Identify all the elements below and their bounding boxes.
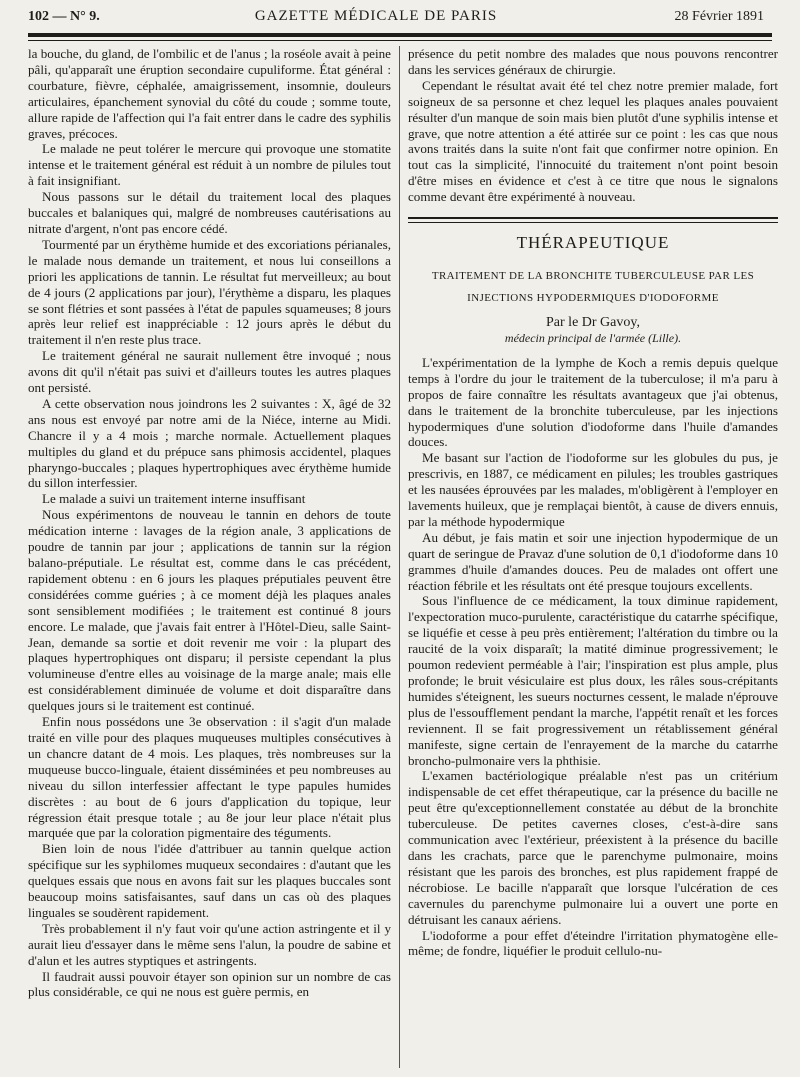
page-number: 102 — N° 9.	[28, 9, 100, 24]
paragraph: Tourmenté par un érythème humide et des excoriations périanales, le malade nous demande un traitement, et nous lui conseillons a priori les applications de tannin. Le résultat fut merveilleux; au bout de 4 jours (2 applications par jour), l'érythème a disparu, les plaques se sont flétries et sont passées à l'état de papules squameuses; 8 jours après leur relief est inappréciable : 12 jours après le début du traitement il n'en reste plus trace.	[28, 236, 391, 348]
paragraph: Enfin nous possédons une 3e observation : il s'agit d'un malade traité en ville pour des plaques muqueuses multiples consécutives à un chancre datant de 4 mois. Les plaques, très nombreuses sur la muqueuse bucco-linguale, étaient disséminées et peu nombreuses au niveau du sillon interfessier affectant le type papules humides discrètes : au bout de 6 jours d'application du topique, leur régression était presque totale ; au 8e jour leur place n'était plus marquée que par la coloration pigmentaire des téguments.	[28, 714, 391, 841]
issue-date: 28 Février 1891	[674, 9, 764, 24]
paragraph: L'examen bactériologique préalable n'est pas un critérium indispensable de cet effet thérapeutique, car la présence du bacille ne peut être qu'exceptionnellement constatée au début de la bronchite tuberculeuse. De petites cavernes closes, c'est-à-dire sans communication avec l'extérieur, préexistent à la présence du bacille dans les crachats, parce que le parenchyme pulmonaire, moins résistant que les parois des bronches, est plus rapidement frappé de nécrobiose. Le bacille n'apparaît que lorsque l'ulcération de ces cavernules du parenchyme pulmonaire lui a ouvert une porte en détruisant les canaux aériens.	[408, 768, 778, 927]
page-header	[28, 8, 764, 30]
publication-title: GAZETTE MÉDICALE DE PARIS	[254, 8, 498, 24]
paragraph: Cependant le résultat avait été tel chez notre premier malade, fort soigneux de sa personne et chez lequel les plaques anales pouvaient résulter d'un manque de soin mais bien plutôt d'une syphilis intense et grave, que notre attention a été attirée sur ce point : les cas que nous avons traités dans la suite n'ont fait que confirmer notre opinion. En tout cas la simplicité, l'innocuité du traitement n'ont point besoin d'être mises en évidence et c'est à ce titre que nous le signalons comme devant être expérimenté à nouveau.	[408, 77, 778, 205]
paragraph: présence du petit nombre des malades que nous pouvons rencontrer dans les services généraux de chirurgie.	[408, 46, 778, 77]
paragraph: Le malade ne peut tolérer le mercure qui provoque une stomatite intense et le traitement général est réduit à un nombre de pilules tout à fait insignifiant.	[28, 141, 391, 189]
paragraph: Bien loin de nous l'idée d'attribuer au tannin quelque action spécifique sur les syphilomes muqueux secondaires : d'autant que les quelques essais que nous en avons fait sur les plaques buccales sont beaucoup moins satisfaisantes, sauf dans un cas où des plaques linguales se soudèrent rapidement.	[28, 841, 391, 920]
paragraph: L'expérimentation de la lymphe de Koch a remis depuis quelque temps à l'ordre du jour le traitement de la tuberculose; il m'a paru à propos de faire connaître les résultats avantageux que j'ai obtenus, dans le traitement de la bronchite tuberculeuse, par les injections hypodermiques d'une solution d'iodoforme dans l'huile d'amandes douces.	[408, 354, 778, 450]
paragraph: Me basant sur l'action de l'iodoforme sur les globules du pus, je prescrivis, en 1887, ce médicament en pilules; les troubles gastriques et les nausées éprouvées par les malades, m'obligèrent à l'employer en lavements huileux, que je remplaçai bientôt, à cause de divers ennuis, par la méthode hypodermique	[408, 450, 778, 529]
paragraph: Il faudrait aussi pouvoir étayer son opinion sur un nombre de cas plus considérable, ce qui ne nous est guère permis, en	[28, 968, 391, 1000]
paragraph: Sous l'influence de ce médicament, la toux diminue rapidement, l'expectoration muco-purulente, caractéristique du catarrhe spécifique, se liquéfie et cesse à peu près entièrement; l'altération du timbre ou la raucité de la voix disparaît; la matité diminue progressivement; le poumon redevient perméable à l'air; l'inspiration est plus ample, plus profonde; le bruit vésiculaire est plus doux, les râles sous-crépitants humides s'éteignent, les sueurs nocturnes cessent, le malade n'éprouve plus de l'essoufflement pendant la marche, l'appétit renaît et les forces reviennent. Il se fait progressivement un rétablissement général manifeste, signe certain de l'enrayement de la marche du catarrhe broncho-pulmonaire vers la phthisie.	[408, 593, 778, 768]
paragraph: L'iodoforme a pour effet d'éteindre l'irritation phymatogène elle-même; de fondre, liquéfier le produit cellulo-nu-	[408, 927, 778, 959]
paragraph: Nous passons sur le détail du traitement local des plaques buccales et balaniques qui, malgré de nombreuses cautérisations au nitrate d'argent, n'ont pas encore cédé.	[28, 189, 391, 236]
right-column	[408, 46, 778, 959]
left-column	[28, 46, 391, 1000]
paragraph: la bouche, du gland, de l'ombilic et de l'anus ; la roséole avait à peine pâli, qu'apparaît une éruption secondaire cupuliforme. État général : courbature, fièvre, céphalée, amaigrissement, insomnie, douleurs articulaires, épanchement synovial du côté du coude ; somme toute, allure rapide de l'affection qui l'a fait entrer dans le cadre des syphilis graves, précoces.	[28, 46, 391, 141]
column-divider	[399, 46, 400, 1068]
author-affiliation: médecin principal de l'armée (Lille).	[504, 330, 682, 345]
section-divider-thin	[408, 222, 778, 223]
paragraph: Au début, je fais matin et soir une injection hypodermique de un quart de seringue de Pravaz d'une solution de 0,1 d'iodoforme dans 10 grammes d'huile d'amandes douces. Peu de malades ont offert une réaction fébrile et les résultats ont été presque toujours excellents.	[408, 529, 778, 593]
section-divider-thick	[408, 211, 778, 219]
paragraph: Le traitement général ne saurait nullement être invoqué ; nous avons dit qu'il n'était pas suivi et d'ailleurs toutes les autres plaques ont persisté.	[28, 348, 391, 396]
paragraph: Très probablement il n'y faut voir qu'une action astringente et il y aurait lieu d'essayer dans le même sens l'alun, la poudre de sabine et d'alun et les autres styptiques et astringents.	[28, 920, 391, 968]
paragraph: Nous expérimentons de nouveau le tannin en dehors de toute médication interne : lavages de la région anale, 3 applications de poudre de tannin par jour ; applications de tannin sur la région balano-préputiale. Le résultat est, comme dans le cas précédent, rapidement obtenu : en 6 jours les plaques préputiales peuvent être considérées comme guéries ; à ce moment déjà les plaques anales sont sensiblement modifiées ; le traitement est continué 8 jours encore. Le malade, que j'avais fait entrer à l'Hôtel-Dieu, salle Saint-Jean, demande sa sortie et doit revenir me voir : la plupart des plaques hypertrophiques ont disparu; il persiste cependant la plus volumineuse d'entre elles au voisinage de la marge anale; mais elle est considérablement diminuée de volume et doit disparaître dans quelques jours si le traitement est continué.	[28, 507, 391, 714]
article-title: TRAITEMENT DE LA BRONCHITE TUBERCULEUSE PAR LES INJECTIONS HYPODERMIQUES D'IODOFORME	[431, 269, 755, 304]
header-rule-thin	[28, 40, 772, 41]
article-byline: Par le Dr Gavoy,	[546, 314, 640, 330]
paragraph: Le malade a suivi un traitement interne insuffisant	[42, 491, 306, 507]
paragraph: A cette observation nous joindrons les 2 suivantes : X, âgé de 32 ans nous est envoyé par notre ami de la Niéce, interne au Midi. Chancre il y a 4 mois ; marche normale. Actuellement plaques multiples du gland et du prépuce sans phimosis accidentel, plaques pharyngo-buccales ; plaques hypertrophiques avec érythème humide du sillon interfessier.	[28, 395, 391, 491]
section-heading: THÉRAPEUTIQUE	[516, 233, 670, 253]
header-rule-thick	[28, 33, 772, 37]
